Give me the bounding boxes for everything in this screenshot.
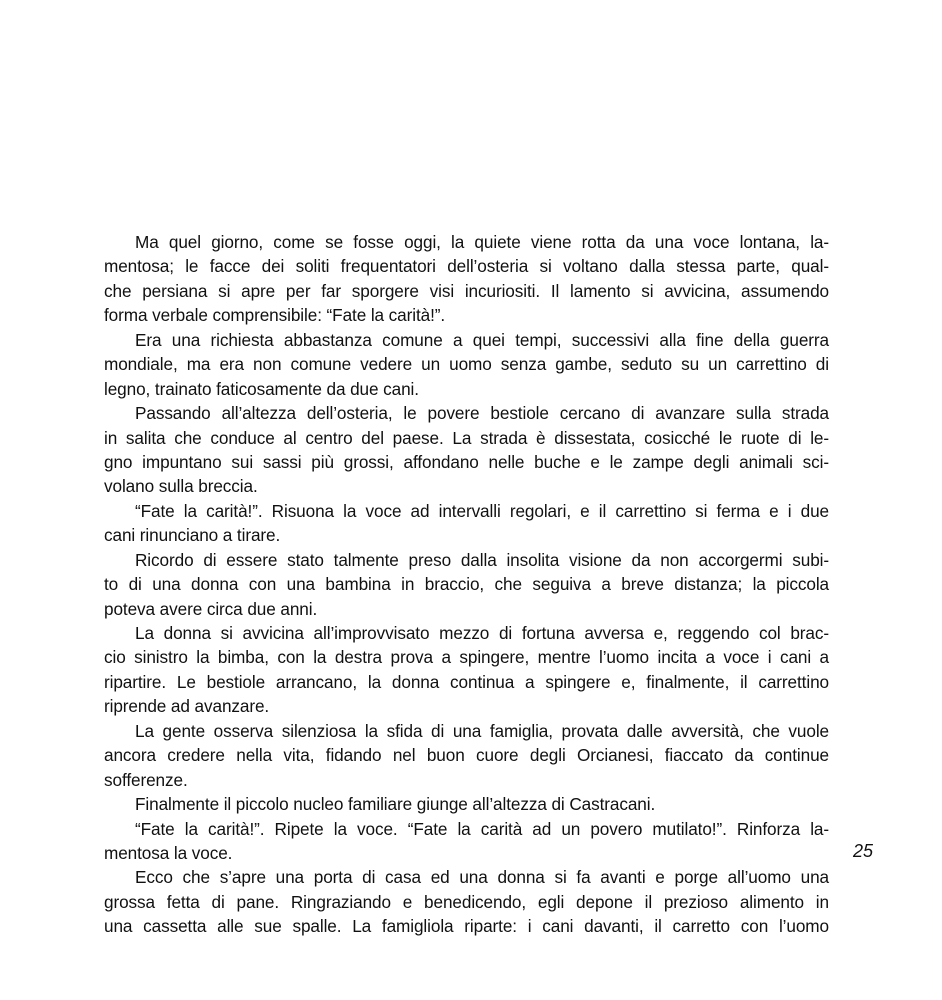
- text-line: in salita che conduce al centro del paese. La strada è dissestata, cosicché le ruote di le-: [104, 427, 829, 448]
- text-line: mentosa; le facce dei soliti frequentatori dell’osteria si voltano dalla stessa parte, qual-: [104, 256, 829, 277]
- text-line: Ricordo di essere stato talmente preso dalla insolita visione da non accorgermi subi-: [135, 549, 829, 570]
- text-line: Ecco che s’apre una porta di casa ed una donna si fa avanti e porge all’uomo una: [135, 867, 829, 888]
- text-line: che persiana si apre per far sporgere visi incuriositi. Il lamento si avvicina, assumendo: [104, 280, 829, 301]
- text-line: ancora credere nella vita, fidando nel buon cuore degli Orcianesi, fiaccato da continue: [104, 745, 829, 766]
- text-line: “Fate la carità!”. Ripete la voce. “Fate la carità ad un povero mutilato!”. Rinforza la-: [135, 818, 829, 839]
- page-number: 25: [853, 841, 874, 861]
- text-line: forma verbale comprensibile: “Fate la carità!”.: [104, 305, 446, 326]
- text-line: sofferenze.: [104, 769, 188, 790]
- text-line: una cassetta alle sue spalle. La famigliola riparte: i cani davanti, il carretto con l’uomo: [104, 916, 829, 937]
- text-line: riprende ad avanzare.: [104, 696, 270, 717]
- body-text: [104, 230, 829, 939]
- text-line: La gente osserva silenziosa la sfida di una famiglia, provata dalle avversità, che vuole: [135, 720, 829, 741]
- text-line: “Fate la carità!”. Risuona la voce ad intervalli regolari, e il carrettino si ferma e i due: [135, 500, 829, 521]
- text-line: cani rinunciano a tirare.: [104, 525, 281, 546]
- text-line: Passando all’altezza dell’osteria, le povere bestiole cercano di avanzare sulla strada: [135, 403, 829, 424]
- text-line: Ma quel giorno, come se fosse oggi, la quiete viene rotta da una voce lontana, la-: [135, 232, 829, 252]
- text-line: poteva avere circa due anni.: [104, 598, 318, 619]
- text-line: to di una donna con una bambina in braccio, che seguiva a breve distanza; la piccola: [104, 574, 829, 595]
- text-line: cio sinistro la bimba, con la destra prova a spingere, mentre l’uomo incita a voce i cani a: [104, 647, 829, 668]
- text-line: volano sulla breccia.: [104, 476, 258, 497]
- text-line: Finalmente il piccolo nucleo familiare giunge all’altezza di Castracani.: [135, 794, 656, 815]
- text-line: La donna si avvicina all’improvvisato mezzo di fortuna avversa e, reggendo col brac-: [135, 623, 829, 643]
- text-line: mentosa la voce.: [104, 842, 233, 863]
- text-line: Era una richiesta abbastanza comune a quei tempi, successivi alla fine della guerra: [135, 329, 829, 350]
- text-line: gno impuntano sui sassi più grossi, affondano nelle buche e le zampe degli animali sci-: [104, 451, 829, 472]
- text-line: legno, trainato faticosamente da due cani.: [104, 378, 419, 399]
- text-line: ripartire. Le bestiole arrancano, la donna continua a spingere e, finalmente, il carrettino: [104, 671, 829, 692]
- text-line: mondiale, ma era non comune vedere un uomo senza gambe, seduto su un carrettino di: [104, 354, 829, 375]
- text-line: grossa fetta di pane. Ringraziando e benedicendo, egli depone il prezioso alimento in: [104, 891, 829, 912]
